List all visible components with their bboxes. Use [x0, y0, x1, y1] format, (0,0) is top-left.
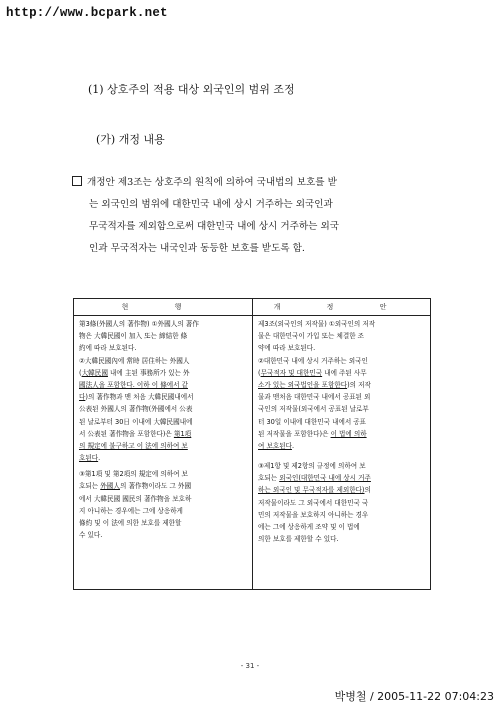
- subsection-title: (가) 개정 내용: [96, 133, 165, 146]
- author-timestamp-stamp: 박병철 / 2005-11-22 07:04:23: [334, 690, 494, 703]
- text-line: 수 있다.: [79, 531, 103, 540]
- text-line: 의한 보호를 제한할 수 있다.: [258, 535, 339, 544]
- text-line: 約에 따라 보호된다.: [79, 344, 137, 353]
- text-line: 호된다.: [79, 454, 101, 463]
- text-line: ③제1항 및 제2항의 규정에 의하여 보: [258, 462, 366, 471]
- text-line: 된 저작물을 포함한다)은 이 법에 의하: [258, 429, 367, 438]
- text-line: (무국적자 및 대한민국 내에 주된 사무: [258, 368, 367, 377]
- paragraph-line: 인과 무국적자는 내국인과 동등한 보호를 받도록 함.: [89, 243, 305, 254]
- text-line: 여 보호된다.: [258, 441, 295, 450]
- page-number: - 31 -: [240, 662, 260, 670]
- text-line: 호되는 外國人의 著作物이라도 그 外國: [79, 482, 192, 491]
- text-line: ②대한민국 내에 상시 거주하는 외국인: [258, 356, 368, 365]
- text-line: 물과 맨처음 대한민국 내에서 공표된 외: [258, 393, 371, 402]
- text-line: 국인의 저작물(외국에서 공표된 날로부: [258, 405, 369, 414]
- text-line: 된 날로부터 30日 이내에 大韓民國내에: [79, 417, 193, 426]
- checkbox-icon: [72, 176, 82, 186]
- paragraph-line: 는 외국인의 범위에 대한민국 내에 상시 거주하는 외국인과: [89, 199, 333, 210]
- paragraph-line: 무국적자를 제외함으로써 대한민국 내에 상시 거주하는 외국: [89, 221, 339, 232]
- header-current: 현 행: [121, 303, 204, 311]
- text-line: (大韓民國 내에 主된 事務所가 있는 外: [79, 368, 190, 377]
- text-line: 第3條(外國人의 著作物) ①外國人의 著作: [79, 320, 199, 328]
- paragraph-line: 개정안 제3조는 상호주의 원칙에 의하여 국내법의 보호를 받: [72, 172, 432, 194]
- text-line: 하는 외국인 및 무국적자를 제외한다)의: [258, 486, 371, 495]
- text-line: 제3조(외국인의 저작물) ①외국인의 저작: [258, 320, 376, 328]
- text-line: 物은 大韓民國이 加入 또는 締結한 條: [79, 332, 188, 341]
- text-line: 서 公表된 著作物을 포함한다)은 第1項: [79, 429, 192, 438]
- text-line: ③第1項 및 第2項의 規定에 의하여 보: [79, 470, 188, 479]
- proposed-law-cell: [258, 318, 426, 545]
- text-line: 저작물이라도 그 외국에서 대한민국 국: [258, 498, 369, 507]
- section-title: (1) 상호주의 적용 대상 외국인의 범위 조정: [88, 83, 295, 96]
- column-divider: [252, 299, 253, 589]
- text-line: 물은 대한민국이 가입 또는 체결한 조: [258, 332, 365, 341]
- watermark-url: http://www.bcpark.net: [6, 6, 168, 20]
- text-line: 條約 및 이 法에 의한 보호를 제한할: [79, 519, 182, 527]
- text-line: 公表된 外國人의 著作物(外國에서 公表: [79, 405, 193, 414]
- text-line: 지 아니하는 경우에는 그에 상응하게: [79, 506, 183, 515]
- text-line: 에서 大韓民國 國民의 著作物을 보호하: [79, 494, 192, 503]
- text-line: ②大韓民國內에 常時 居住하는 外國人: [79, 356, 190, 365]
- header-proposed: 개 정 안: [273, 303, 409, 311]
- text-line: 의 規定에 불구하고 이 法에 의하여 보: [79, 441, 188, 450]
- amendment-paragraph: [72, 172, 432, 260]
- current-law-cell: [79, 318, 249, 541]
- text-line: 國法人을 포함한다. 이하 이 條에서 같: [79, 380, 189, 389]
- text-line: 에는 그에 상응하게 조약 및 이 법에: [258, 523, 360, 531]
- comparison-table: [73, 298, 431, 590]
- text-line: 다)의 著作物과 맨 처음 大韓民國내에서: [79, 393, 194, 402]
- text-line: 소가 있는 외국법인을 포함한다)의 저작: [258, 380, 371, 389]
- text-line: 약에 따라 보호된다.: [258, 344, 316, 353]
- text-line: 호되는 외국인(대한민국 내에 상시 거주: [258, 474, 371, 483]
- text-line: 터 30일 이내에 대한민국 내에서 공표: [258, 417, 367, 426]
- text-line: 민의 저작물을 보호하지 아니하는 경우: [258, 510, 369, 519]
